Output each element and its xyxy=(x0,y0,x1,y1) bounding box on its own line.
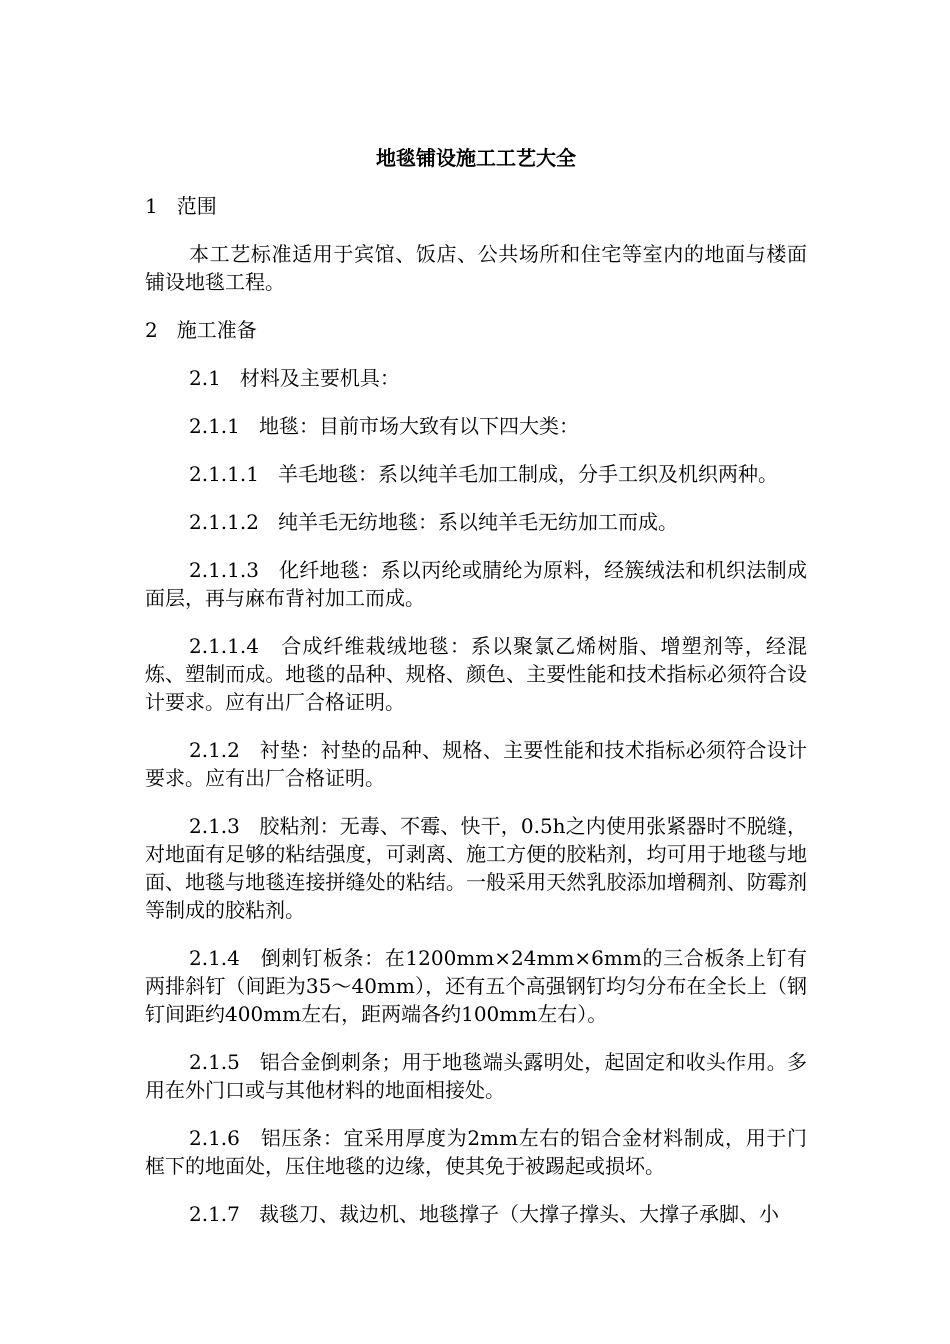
document-page xyxy=(145,144,807,1228)
paragraph-2-1: 2.1 材料及主要机具： xyxy=(189,366,400,390)
paragraph-2-1-1: 2.1.1 地毯：目前市场大致有以下四大类： xyxy=(189,414,579,438)
paragraph-2-1-7: 2.1.7 裁毯刀、裁边机、地毯撑子（大撑子撑头、大撑子承脚、小 xyxy=(189,1202,779,1226)
paragraph-2-1-1-3: 2.1.1.3 化纤地毯：系以丙纶或腈纶为原料，经簇绒法和机织法制成面层，再与麻布背衬加工而成。 xyxy=(145,558,807,610)
section-heading-preparation: 2 施工准备 xyxy=(145,318,257,342)
paragraph-2-1-2: 2.1.2 衬垫：衬垫的品种、规格、主要性能和技术指标必须符合设计要求。应有出厂合格证明。 xyxy=(145,738,807,790)
paragraph-2-1-3: 2.1.3 胶粘剂：无毒、不霉、快干，0.5h之内使用张紧器时不脱缝，对地面有足够的粘结强度，可剥离、施工方便的胶粘剂，均可用于地毯与地面、地毯与地毯连接拼缝处的粘结。一般采用天然乳胶添加增稠剂、防霉剂等制成的胶粘剂。 xyxy=(145,814,807,922)
paragraph-2-1-4: 2.1.4 倒刺钉板条：在1200mm×24mm×6mm的三合板条上钉有两排斜钉（间距为35～40mm），还有五个高强钢钉均匀分布在全长上（钢钉间距约400mm左右，距两端各约100mm左右）。 xyxy=(145,946,807,1026)
paragraph-2-1-1-4: 2.1.1.4 合成纤维栽绒地毯：系以聚氯乙烯树脂、增塑剂等，经混炼、塑制而成。地毯的品种、规格、颜色、主要性能和技术指标必须符合设计要求。应有出厂合格证明。 xyxy=(145,634,807,714)
paragraph-2-1-1-2: 2.1.1.2 纯羊毛无纺地毯：系以纯羊毛无纺加工而成。 xyxy=(189,510,679,534)
paragraph-2-1-5: 2.1.5 铝合金倒刺条；用于地毯端头露明处，起固定和收头作用。多用在外门口或与其他材料的地面相接处。 xyxy=(145,1050,807,1102)
paragraph-2-1-1-1: 2.1.1.1 羊毛地毯：系以纯羊毛加工制成，分手工织及机织两种。 xyxy=(189,462,779,486)
section-heading-scope: 1 范围 xyxy=(145,194,217,218)
paragraph-2-1-6: 2.1.6 铝压条：宜采用厚度为2mm左右的铝合金材料制成，用于门框下的地面处，压住地毯的边缘，使其免于被踢起或损坏。 xyxy=(145,1126,807,1178)
paragraph-scope: 本工艺标准适用于宾馆、饭店、公共场所和住宅等室内的地面与楼面铺设地毯工程。 xyxy=(145,242,807,294)
document-title: 地毯铺设施工工艺大全 xyxy=(376,146,576,170)
